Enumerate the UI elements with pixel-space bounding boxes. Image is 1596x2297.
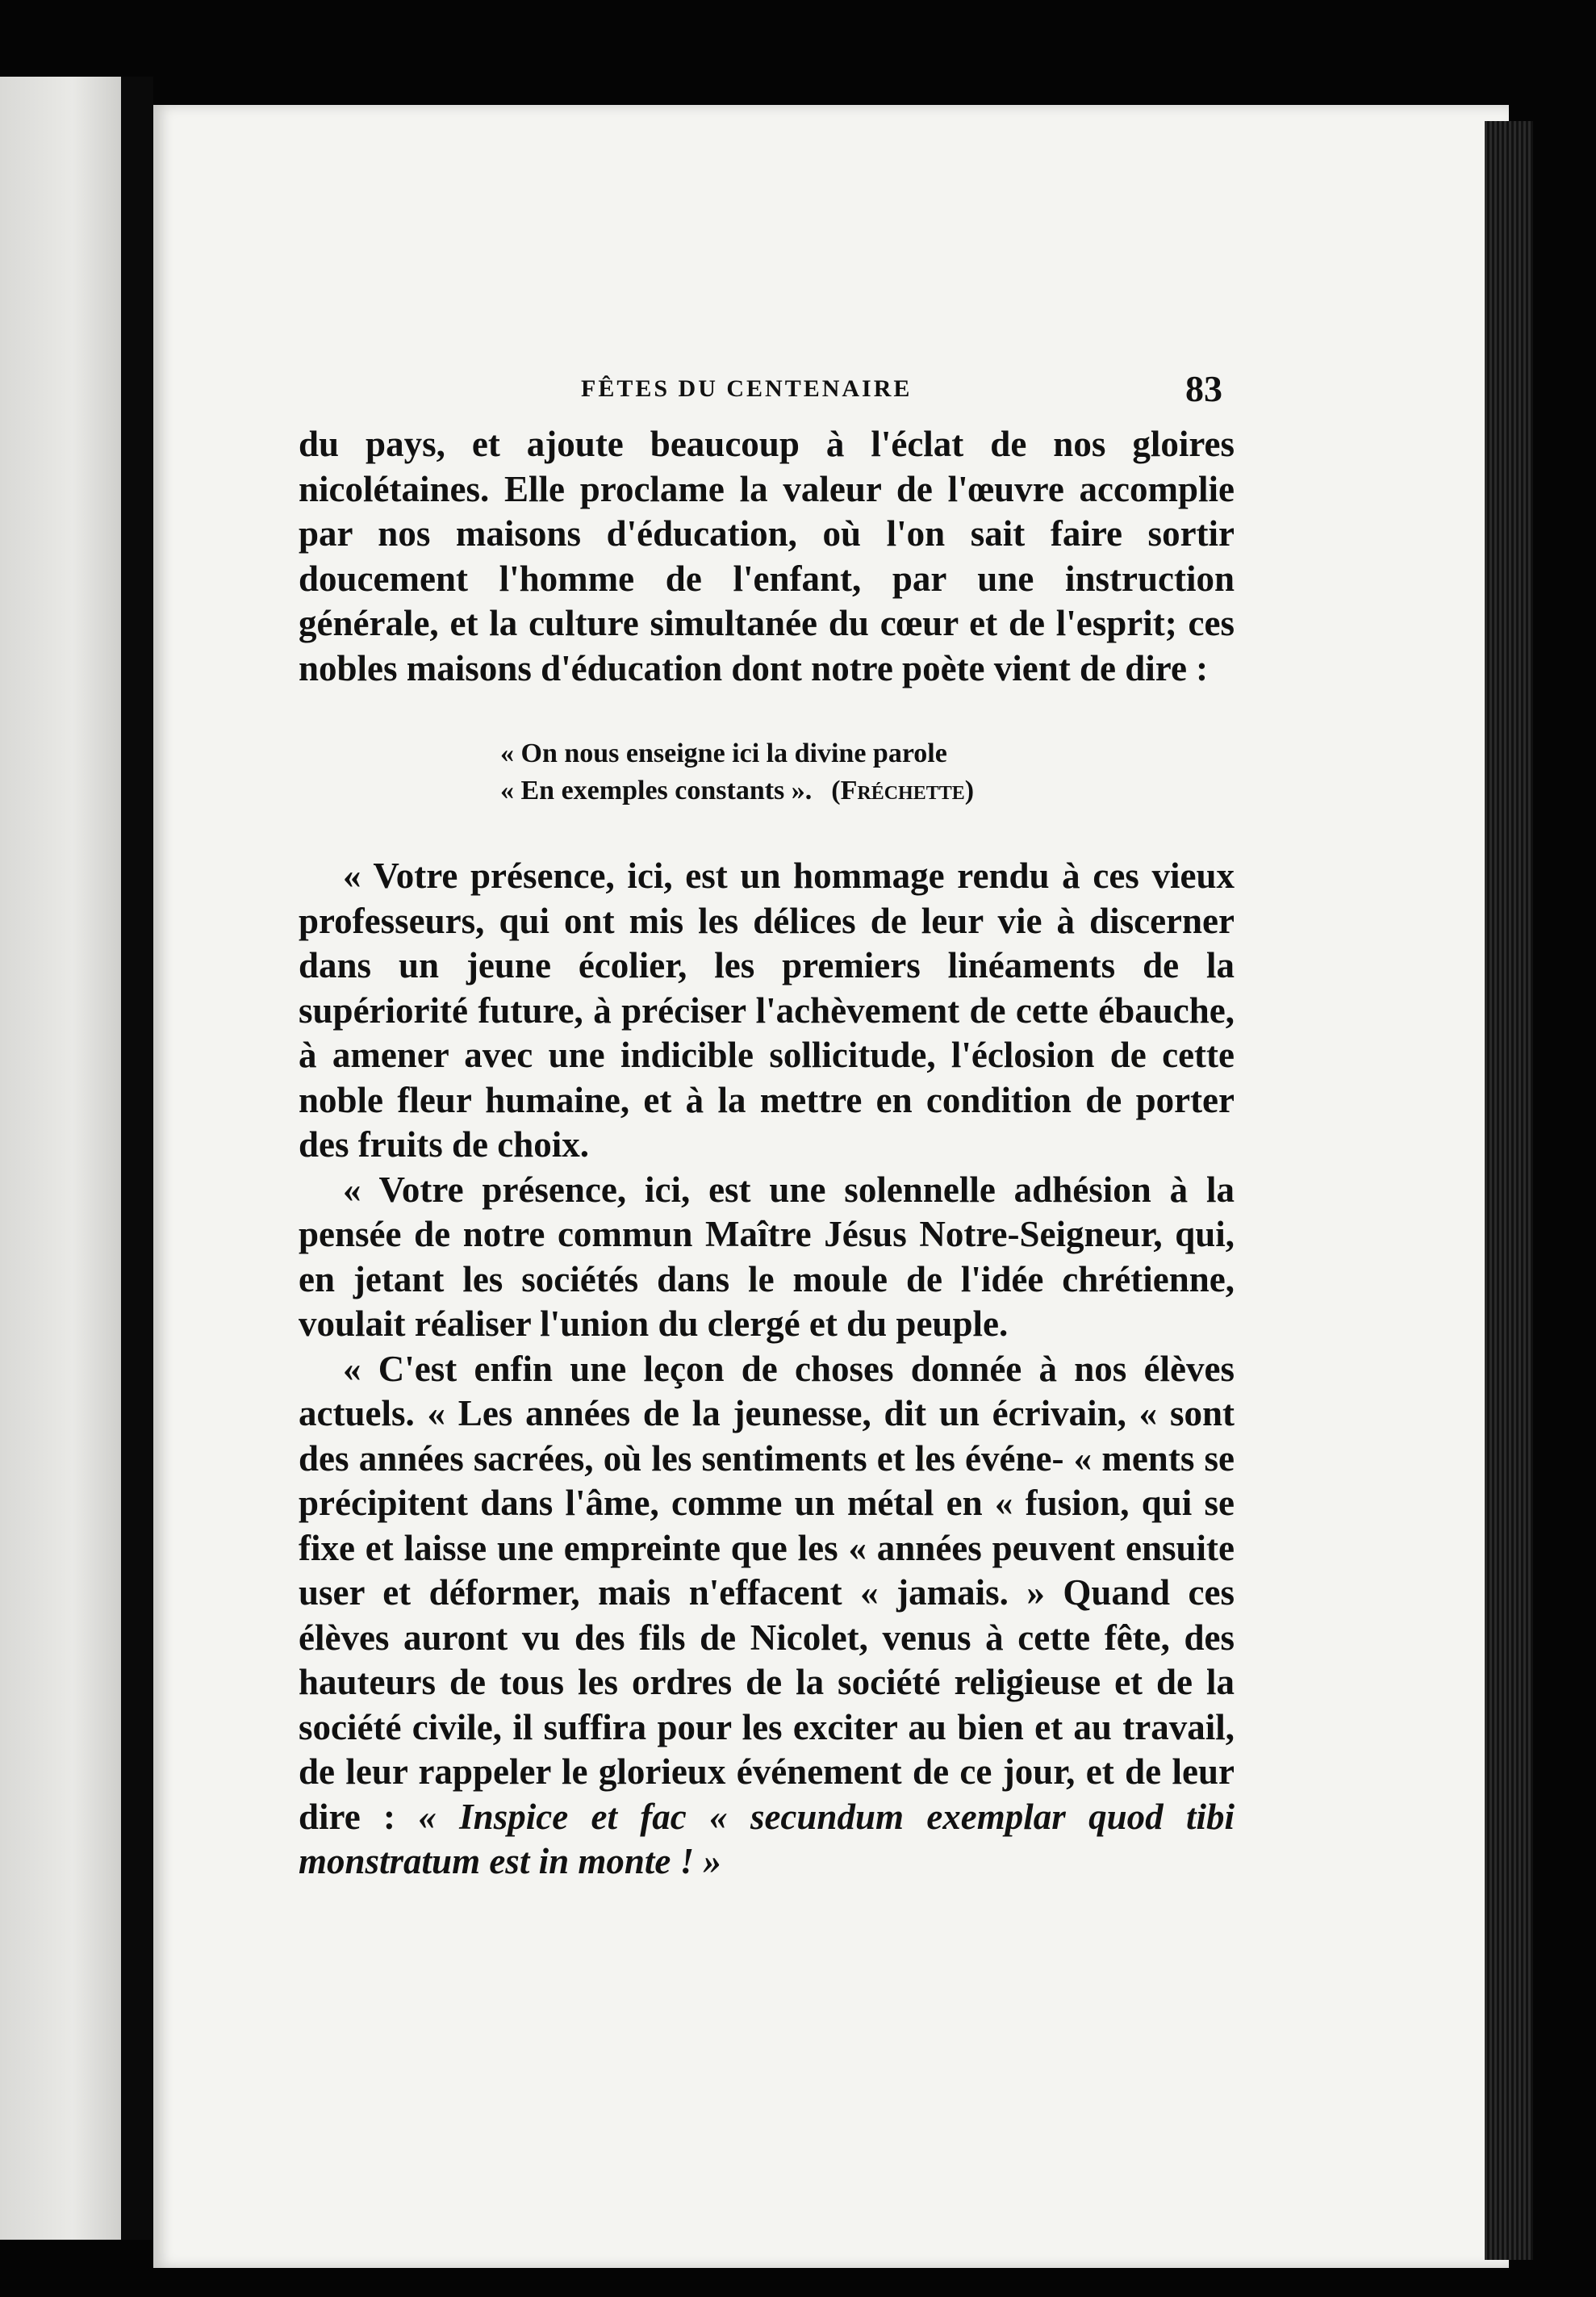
paragraph-4-text: « C'est enfin une leçon de choses donnée à nos élèves actuels. « Les années de la jeunesse, dit un écrivain, « sont des années sacrées, où les sentiments et les événe- « ments se précipitent dans l'âme, comme un métal en « fusion, qui se fixe et laisse une empreinte que les « années peuvent ensuite user et déformer, mais n'effacent « jamais. » Quand ces élèves auront vu des fils de Nicolet, venus à cette fête, des hauteurs de tous les ordres de la société religieuse et de la société civile, il suffira pour les exciter au bien et au travail, de leur rappeler le glorieux événement de ce jour, et de leur dire : — [299, 1348, 1235, 1837]
left-page-edge — [0, 77, 121, 2240]
running-head — [299, 367, 1235, 416]
verse-quote — [500, 735, 1235, 810]
page-stack-edge — [1485, 121, 1533, 2260]
page-number: 83 — [1185, 368, 1222, 409]
page-content — [299, 367, 1235, 1885]
paragraph-1: du pays, et ajoute beaucoup à l'éclat de nos gloires nicolétaines. Elle proclame la valeur de l'œuvre accomplie par nos maisons d'éducation, où l'on sait faire sortir doucement l'homme de l'enfant, par une instruction générale, et la culture simultanée du cœur et de l'esprit; ces nobles maisons d'éducation dont notre poète vient de dire : — [299, 424, 1235, 688]
body-text — [299, 422, 1235, 1885]
paragraph-3: « Votre présence, ici, est une solennelle adhésion à la pensée de notre commun Maître Jésus Notre-Seigneur, qui, en jetant les sociétés dans le moule de l'idée chrétienne, voulait réaliser l'union du clergé et du peuple. — [299, 1169, 1235, 1344]
paragraph-4 — [299, 1347, 1235, 1885]
verse-line-1: « On nous enseigne ici la divine parole — [500, 738, 947, 768]
running-title: FÊTES DU CENTENAIRE — [581, 375, 913, 402]
verse-line-2-text: « En exemples constants ». — [500, 776, 813, 805]
paragraph-2: « Votre présence, ici, est un hommage rendu à ces vieux professeurs, qui ont mis les délices de leur vie à discerner dans un jeune écolier, les premiers linéaments de la supériorité future, à préciser l'achèvement de cette ébauche, à amener avec une indicible sollicitude, l'éclosion de cette noble fleur humaine, et à la mettre en condition de porter des fruits de choix. — [299, 856, 1235, 1165]
latin-quotation: « Inspice et fac « secundum exemplar quod tibi monstratum est in monte ! » — [299, 1796, 1235, 1881]
verse-line-2 — [500, 772, 1235, 810]
book-gutter — [121, 77, 153, 2240]
verse-attribution: (Fréchette) — [831, 776, 975, 805]
